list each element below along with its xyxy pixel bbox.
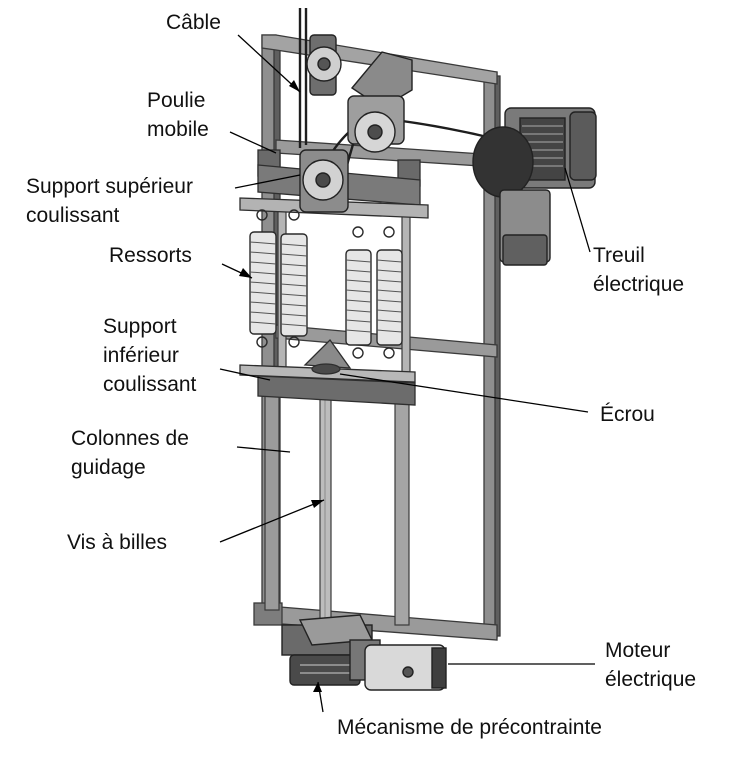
label-guide-columns: Colonnes de guidage — [71, 427, 189, 479]
label-nut: Écrou — [600, 403, 655, 426]
label-motor: Moteur électrique — [605, 639, 697, 691]
label-cable: Câble — [166, 11, 221, 34]
label-preload: Mécanisme de précontrainte — [337, 716, 602, 739]
label-winch: Treuil électrique — [593, 244, 685, 296]
label-upper-support: Support supérieur coulissant — [26, 175, 193, 227]
label-ball-screw: Vis à billes — [67, 531, 167, 554]
label-lower-support: Support inférieur coulissant — [103, 315, 197, 396]
label-springs: Ressorts — [109, 244, 192, 267]
ball-screw — [320, 370, 331, 635]
label-pulley: Poulie mobile — [147, 89, 209, 141]
